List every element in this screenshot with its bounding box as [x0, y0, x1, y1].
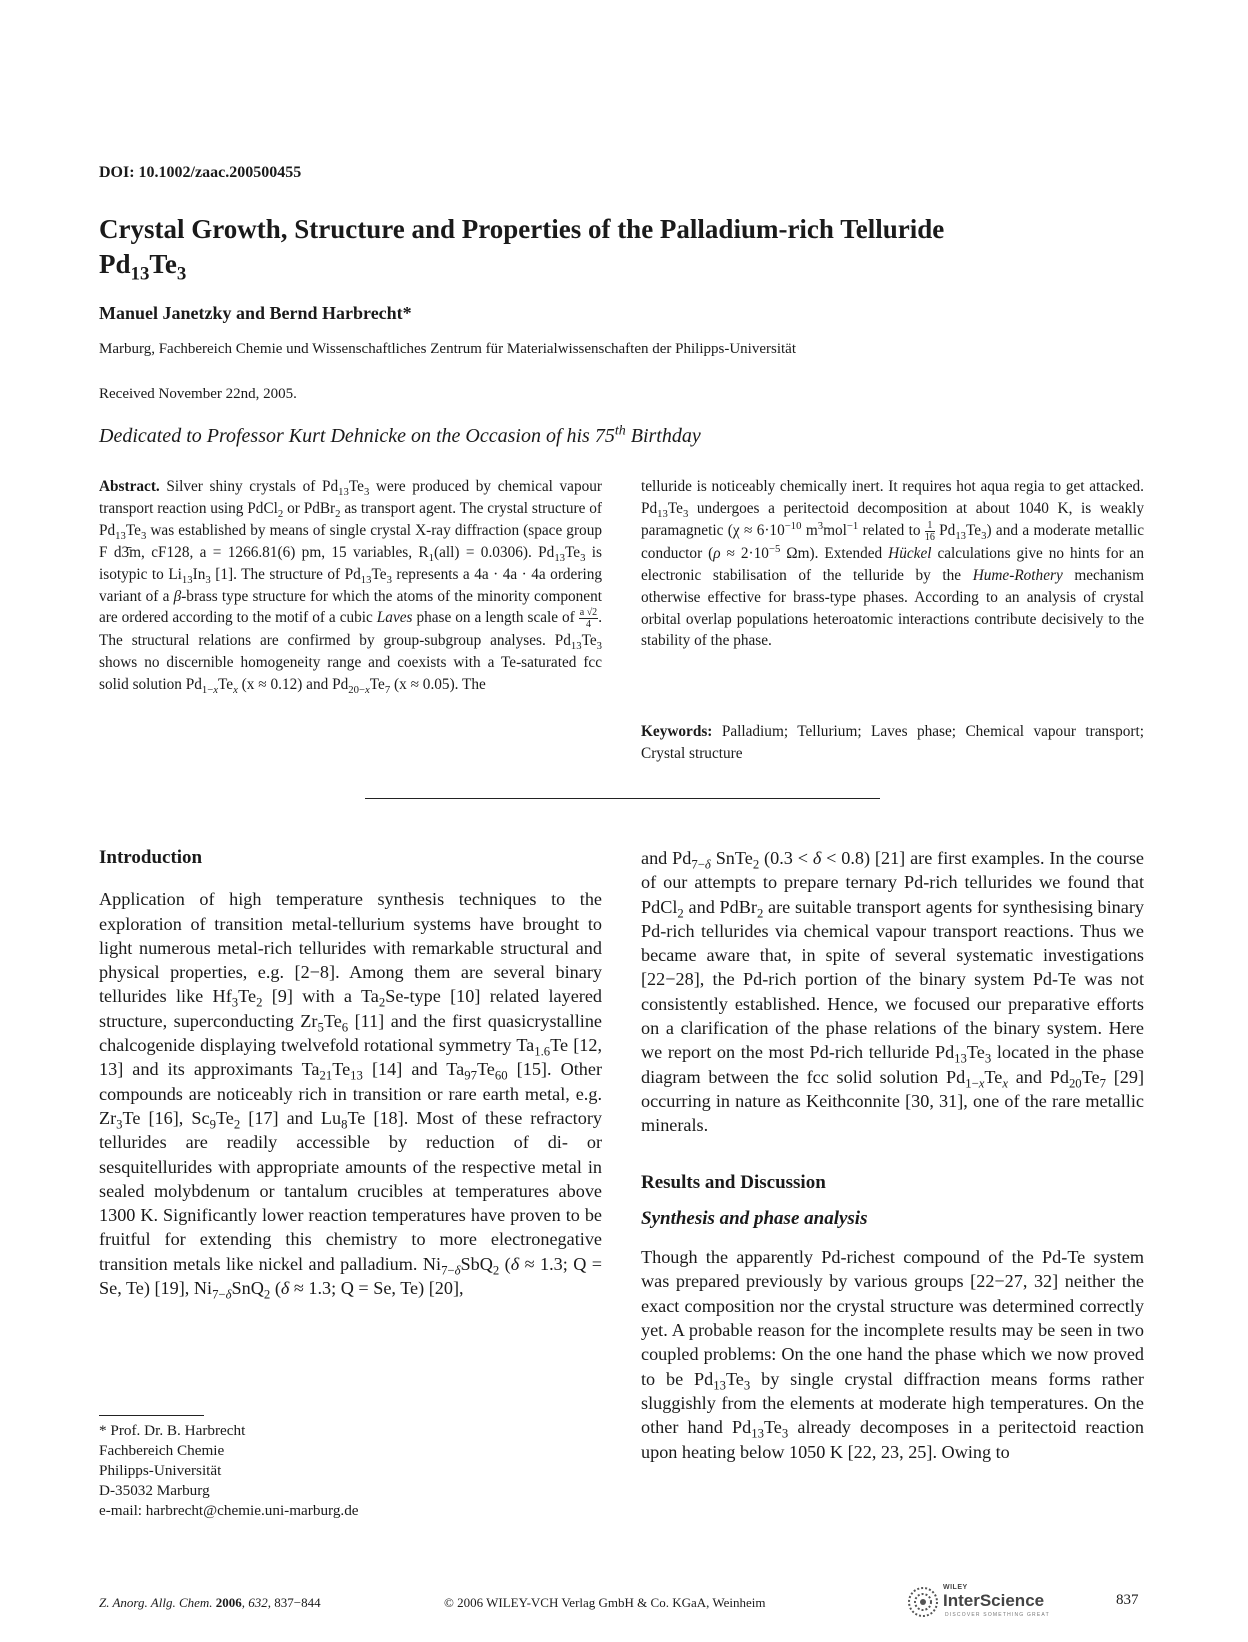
length-scale-fraction: $\frac{a √2}{4}$: [579, 607, 598, 631]
email-link[interactable]: e-mail: harbrecht@chemie.uni-marburg.de: [99, 1502, 359, 1519]
journal-reference: Z. Anorg. Allg. Chem. 2006, 632, 837−844: [99, 1595, 321, 1610]
globe-icon: [905, 1584, 941, 1620]
copyright: © 2006 WILEY-VCH Verlag GmbH & Co. KGaA, Weinheim: [444, 1595, 766, 1610]
keywords-text: Palladium; Tellurium; Laves phase; Chemical vapour transport; Crystal structure: [641, 723, 1144, 762]
abstract-label: Abstract.: [99, 478, 160, 495]
heading-results: Results and Discussion: [641, 1171, 826, 1193]
title-main: Crystal Growth, Structure and Properties of the Palladium-rich Telluride: [99, 214, 945, 244]
abstract-right: telluride is noticeably chemically inert. It requires hot aqua regia to get attacked. $Pd_{13}Te_3$ undergoes a peritectoid decomposition at about 1040 K, is weakly paramagnetic ($\chi \approx 6\cdot 10^{-10}$ $m^3mol^{-1}$ related to $\frac{1}{16}$ $Pd_{13}Te_3$) and a moderate metallic conductor ($\rho \approx 2\cdot 10^{-5}$ Ωm). Extended Hückel calculations give no hints for an electronic stabilisation of the telluride by the Hume-Rothery mechanism otherwise effective for brass-type phases. According to an analysis of crystal orbital overlap populations heteroatomic interactions contribute decisively to the stability of the phase.: [641, 478, 1144, 650]
authors: Manuel Janetzky and Bernd Harbrecht*: [99, 303, 412, 323]
dedication: Dedicated to Professor Kurt Dehnicke on the Occasion of his 75th Birthday: [99, 423, 701, 447]
body-right: and $Pd_{7-\delta}$ SnTe$_2$ (0.3 < δ < 0.8) [21] are first examples. In the course of our attempts to prepare ternary Pd-rich tellurides we found that PdCl$_2$ and PdBr$_2$ are suitable transport agents for synthesising binary Pd-rich tellurides via chemical vapour transport reactions. Thus we became aware that, in spite of several systematic investigations [22−28], the Pd-rich portion of the binary system Pd-Te was not consistently established. Hence, we focused our preparative efforts on a clarification of the phase relations of the binary system. Here we report on the most Pd-rich telluride $Pd_{13}Te_3$ located in the phase diagram between the fcc solid solution $Pd_{1-x}Te_x$ and $Pd_{20}Te_7$ [29] occurring in nature as Keithconnite [30, 31], one of the rare metallic minerals. Results and Discussion Synthesis and phase analysis Though the apparently Pd-richest compound of the Pd-Te system was prepared previously by various groups [22−27, 32] neither the exact composition nor the crystal structure was determined correctly yet. A probable reason for the incomplete results may be seen in two coupled problems: On the one hand the phase which we now proved to be $Pd_{13}Te_3$ by single crystal diffraction means forms rather sluggishly from the elements at moderate high temperatures. On the other hand $Pd_{13}Te_3$ already decomposes in a peritectoid reaction upon heating below 1050 K [22, 23, 25]. Owing to: [641, 848, 1145, 1462]
footnote: * Prof. Dr. B. Harbrecht Fachbereich Chemie Philipps-Universität D-35032 Marburg e-mail: harbrecht@chemie.uni-marburg.de: [99, 1422, 359, 1519]
body-left: Introduction Application of high temperature synthesis techniques to the exploration of transition metal-tellurium systems have brought to light numerous metal-rich tellurides with remarkable structural and physical properties, e.g. [2−8]. Among them are several binary tellurides like $Hf_3Te_2$ [9] with a $Ta_2Se$-type [10] related layered structure, superconducting $Zr_5Te_6$ [11] and the first quasicrystalline chalcogenide displaying twelvefold rotational symmetry $Ta_{1.6}Te$ [12, 13] and its approximants $Ta_{21}Te_{13}$ [14] and $Ta_{97}Te_{60}$ [15]. Other compounds are noticeably rich in transition or rare earth metal, e.g. $Zr_3Te$ [16], $Sc_9Te_2$ [17] and $Lu_8Te$ [18]. Most of these refractory tellurides are readily accessible by reduction of di- or sesquitellurides with appropriate amounts of the respective metal in sealed molybdenum or tantalum crucibles at temperatures above 1300 K. Significantly lower reaction temperatures have proven to be fruitful for extending this chemistry to more electronegative transition metals like nickel and palladium. $Ni_{7-\delta}SbQ_2$ (δ ≈ 1.3; Q = Se, Te) [19], $Ni_{7-\delta}SnQ_2$ (δ ≈ 1.3; Q = Se, Te) [20],: [99, 847, 603, 1302]
page-number: 837: [1116, 1592, 1139, 1608]
article-title: Crystal Growth, Structure and Properties of the Palladium-rich Telluride $Pd_{13}Te_3$: [99, 214, 945, 285]
heading-introduction: Introduction: [99, 847, 203, 868]
keywords-label: Keywords:: [641, 723, 713, 740]
interscience-logo: WILEY InterScience DISCOVER SOMETHING GREAT: [905, 1582, 1080, 1622]
footnote-rule: [99, 1415, 204, 1416]
keywords: [641, 721, 1144, 765]
abstract-left: Abstract. Silver shiny crystals of $Pd_{13}Te_3$ were produced by chemical vapour transport reaction using PdCl$_2$ or PdBr$_2$ as transport agent. The crystal structure of $Pd_{13}Te_3$ was established by means of single crystal X-ray diffraction (space group F d3̄m, cF128, a = 1266.81(6) pm, 15 variables, $R_1(all) = 0.0306$). $Pd_{13}Te_3$ is isotypic to $Li_{13}In_3$ [1]. The structure of $Pd_{13}Te_3$ represents a 4a · 4a · 4a ordering variant of a β-brass type structure for which the atoms of the minority component are ordered according to the motif of a cubic Laves phase on a length scale of $\frac{a √2}{4}$ . The structural relations are confirmed by group-subgroup analyses. $Pd_{13}Te_3$ shows no discernible homogeneity range and coexists with a Te-saturated fcc solid solution $Pd_{1-x}Te_x$ (x ≈ 0.12) and $Pd_{20-x}Te_7$ (x ≈ 0.05). The: [99, 478, 603, 697]
received-date: Received November 22nd, 2005.: [99, 386, 297, 402]
section-divider: [365, 798, 880, 799]
heading-synthesis: Synthesis and phase analysis: [641, 1207, 868, 1229]
affiliation: Marburg, Fachbereich Chemie und Wissenschaftliches Zentrum für Materialwissenschaften der Philipps-Universität: [99, 341, 796, 357]
doi: DOI: 10.1002/zaac.200500455: [99, 164, 302, 181]
